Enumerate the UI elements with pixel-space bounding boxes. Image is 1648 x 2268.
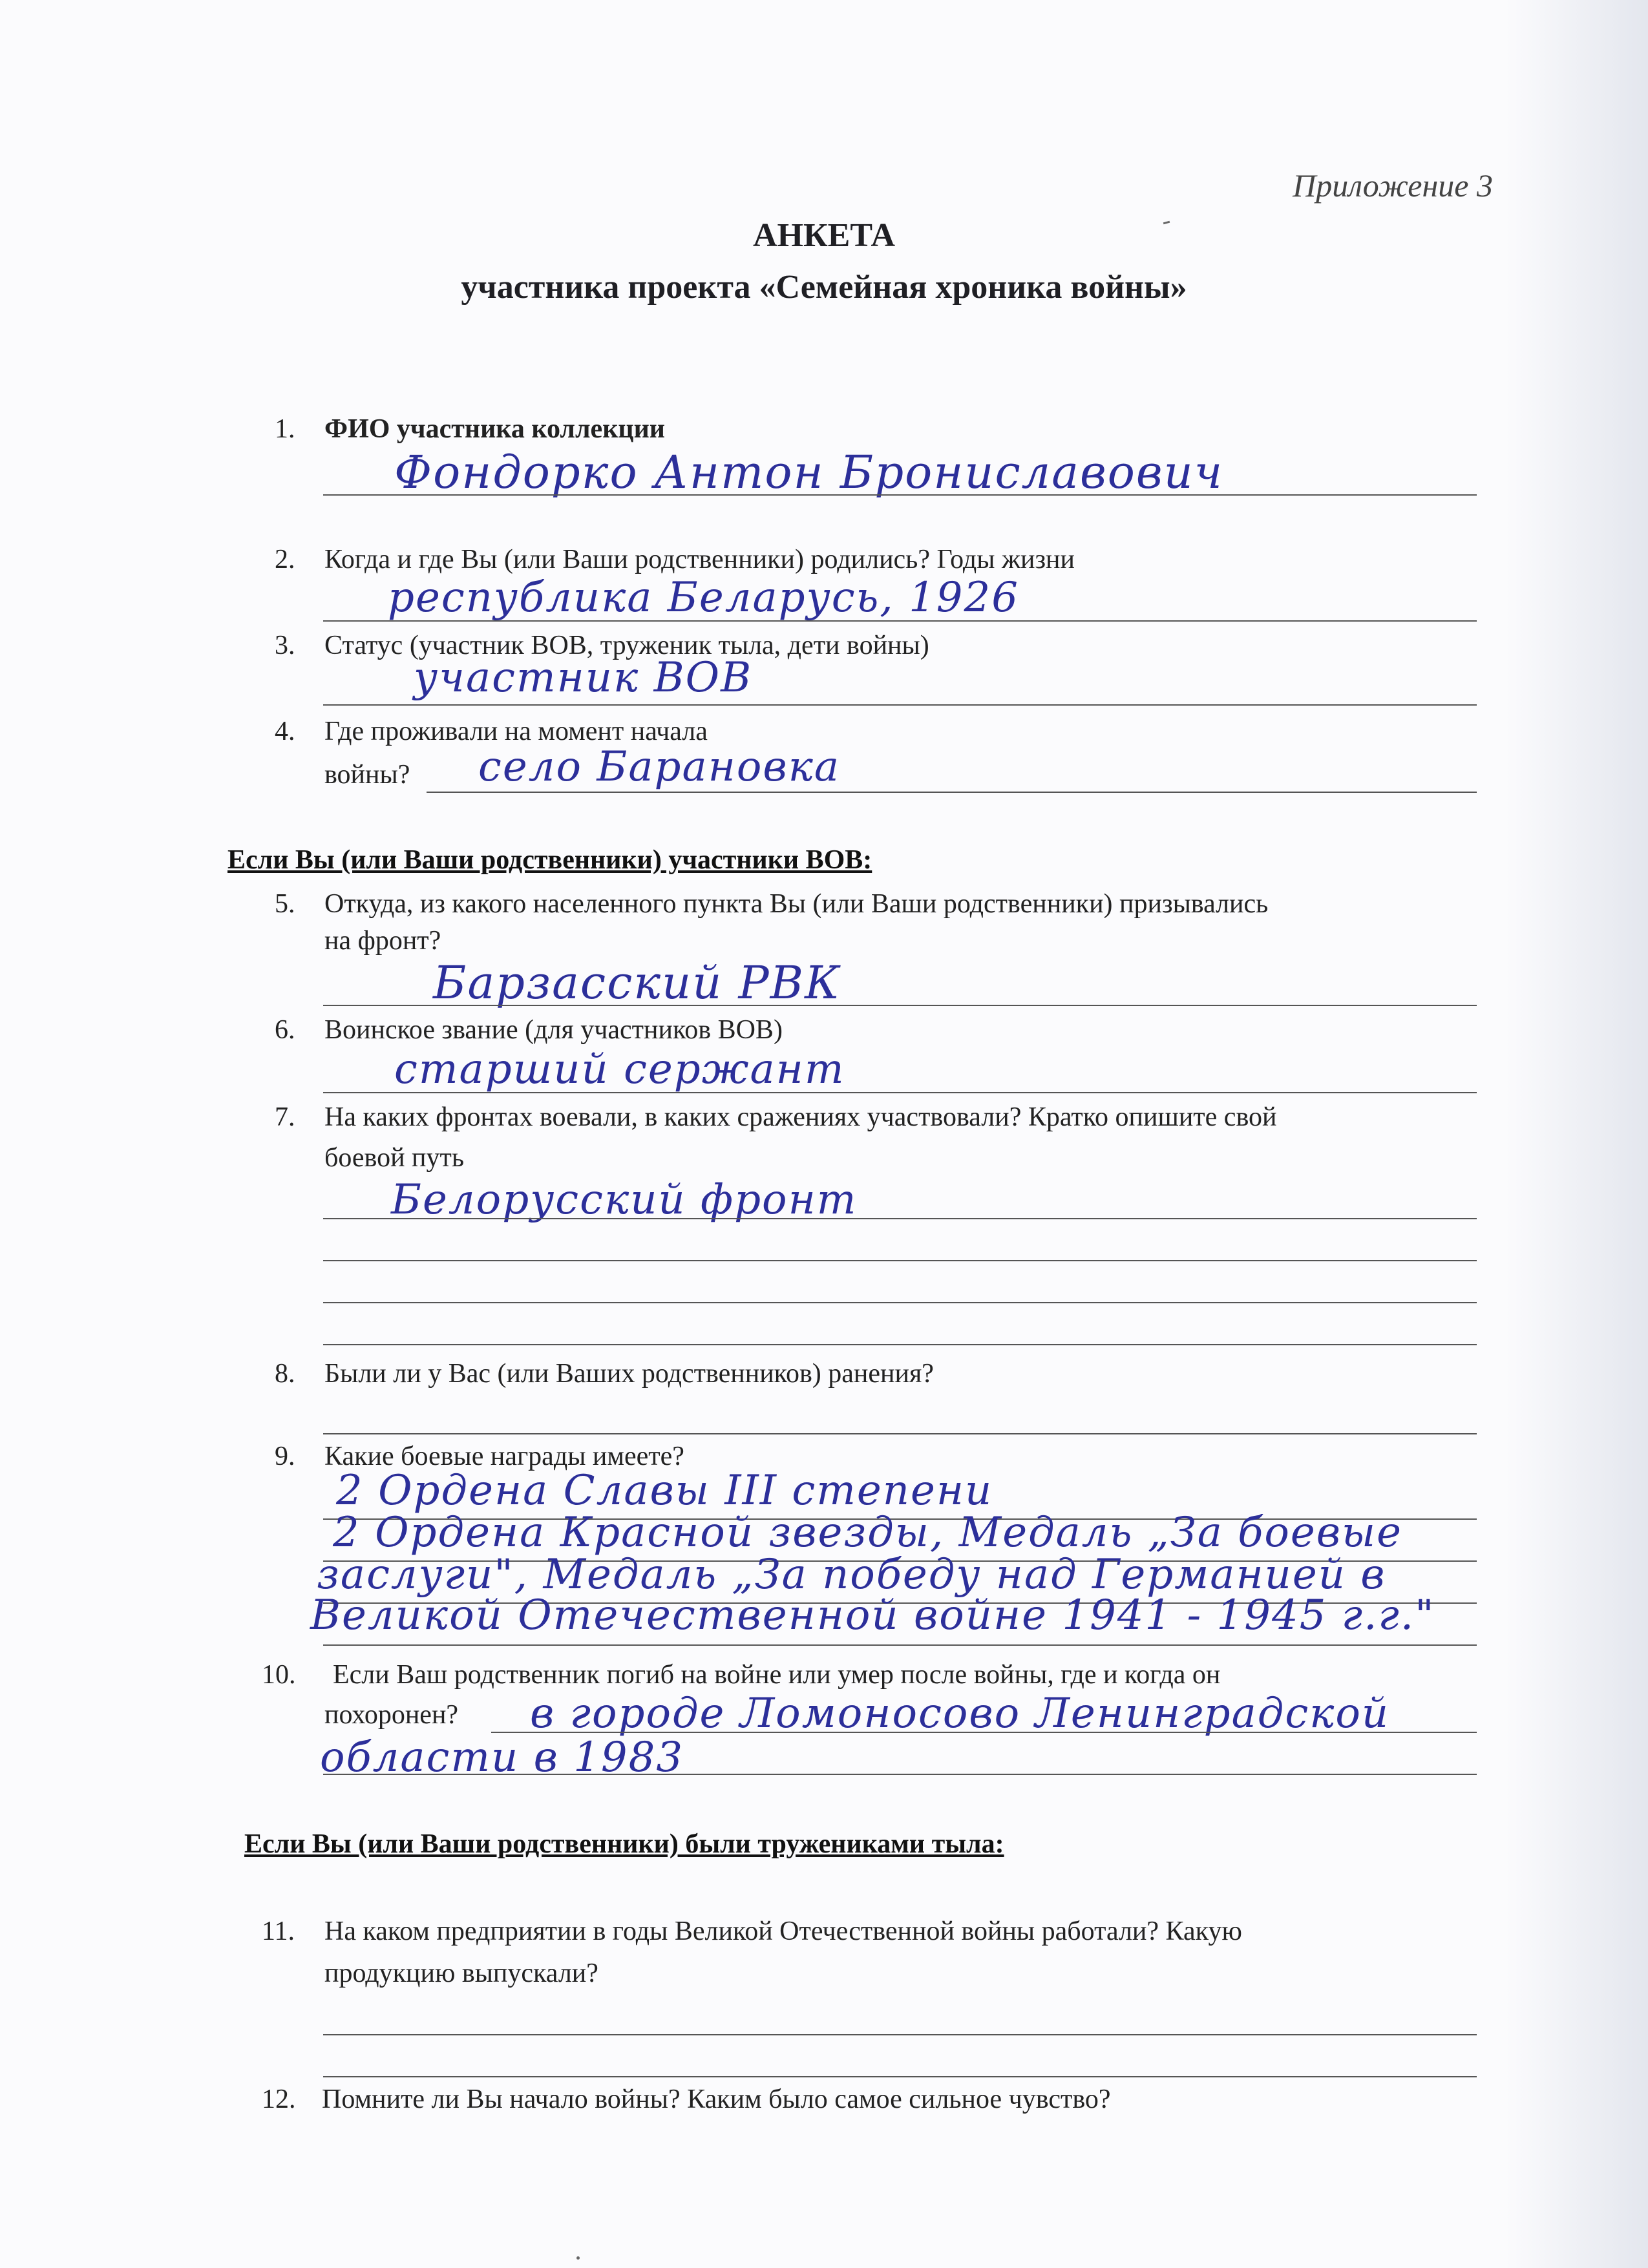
q5-text: Откуда, из какого населенного пункта Вы (или Ваши родственники) призывались [324,889,1269,919]
q7-answer-line-4 [323,1344,1477,1345]
q4-number: 4. [275,717,295,746]
q1-answer-line [323,494,1477,496]
section-home-front: Если Вы (или Ваши родственники) были тружениками тыла: [244,1829,1004,1859]
q10-text-cont: похоронен? [324,1700,459,1730]
q2-answer: республика Беларусь, 1926 [388,574,1019,622]
q6-text: Воинское звание (для участников ВОВ) [324,1015,783,1045]
q6-answer: старший сержант [394,1045,845,1093]
q6-answer-line [323,1092,1477,1093]
q10-answer-line-2 [323,1774,1477,1775]
q7-answer: Белорусский фронт [391,1176,858,1224]
q3-answer: участник ВОВ [414,654,753,702]
q7-number: 7. [275,1102,295,1132]
q2-text: Когда и где Вы (или Ваши родственники) родились? Годы жизни [324,545,1075,574]
q8-text: Были ли у Вас (или Ваших родственников) ранения? [324,1359,934,1389]
q11-number: 11. [262,1916,295,1946]
appendix-label: Приложение 3 [1293,167,1493,204]
q3-answer-line [323,704,1477,706]
q9-number: 9. [275,1442,295,1471]
q2-number: 2. [275,545,295,574]
q5-number: 5. [275,889,295,919]
q1-answer: Фондорко Антон Брониславович [394,446,1224,499]
q10-answer: в городе Ломоносово Ленинградской [530,1690,1390,1738]
q7-answer-line-3 [323,1302,1477,1303]
q5-answer-line [323,1005,1477,1006]
q1-number: 1. [275,414,295,444]
q1-text: ФИО участника коллекции [324,414,665,444]
q9-answer-line-1: 2 Ордена Славы III степени [336,1467,993,1515]
q10-text: Если Ваш родственник погиб на войне или умер после войны, где и когда он [333,1660,1221,1690]
q12-number: 12. [262,2084,296,2114]
q3-number: 3. [275,631,295,660]
q6-number: 6. [275,1015,295,1045]
q10-answer-line-1 [491,1732,1477,1733]
q7-answer-line-2 [323,1260,1477,1261]
q2-answer-line [323,620,1477,622]
q8-number: 8. [275,1359,295,1389]
q9-answer-line-2: 2 Ордена Красной звезды, Медаль „За боевые [333,1509,1402,1557]
q5-text-cont: на фронт? [324,926,441,956]
q8-answer-line [323,1433,1477,1434]
q4-text-cont: войны? [324,760,410,790]
q7-text: На каких фронтах воевали, в каких сражениях участвовали? Кратко опишите свой [324,1102,1277,1132]
q9-answer-line-3: заслуги", Медаль „За победу над Германией в [317,1551,1386,1599]
q4-answer-line [427,792,1477,793]
scan-edge-shadow [1506,0,1648,2268]
q7-text-cont: боевой путь [324,1143,465,1173]
form-subtitle: участника проекта «Семейная хроника войны» [461,269,1187,306]
q10-number: 10. [262,1660,296,1690]
q5-answer: Барзасский РВК [433,956,841,1009]
q9-answer-line-4: Великой Отечественной войне 1941 - 1945 г.г." [310,1591,1435,1639]
q10-answer-cont: области в 1983 [320,1734,684,1781]
scan-speck-bottom [576,2256,580,2260]
q4-answer: село Барановка [478,743,840,791]
q7-answer-line-1 [323,1218,1477,1219]
q11-answer-line-1 [323,2034,1477,2035]
form-title: АНКЕТА [752,217,896,254]
q4-text: Где проживали на момент начала [324,717,708,746]
q9-rule-4 [323,1644,1477,1646]
q11-text: На каком предприятии в годы Великой Отечественной войны работали? Какую [324,1916,1242,1946]
section-participants: Если Вы (или Ваши родственники) участники ВОВ: [227,845,872,875]
q11-text-cont: продукцию выпускали? [324,1958,598,1988]
q11-answer-line-2 [323,2076,1477,2077]
q12-text: Помните ли Вы начало войны? Каким было самое сильное чувство? [322,2084,1111,2114]
q3-text: Статус (участник ВОВ, труженик тыла, дети войны) [324,631,929,660]
q9-text: Какие боевые награды имеете? [324,1442,684,1471]
